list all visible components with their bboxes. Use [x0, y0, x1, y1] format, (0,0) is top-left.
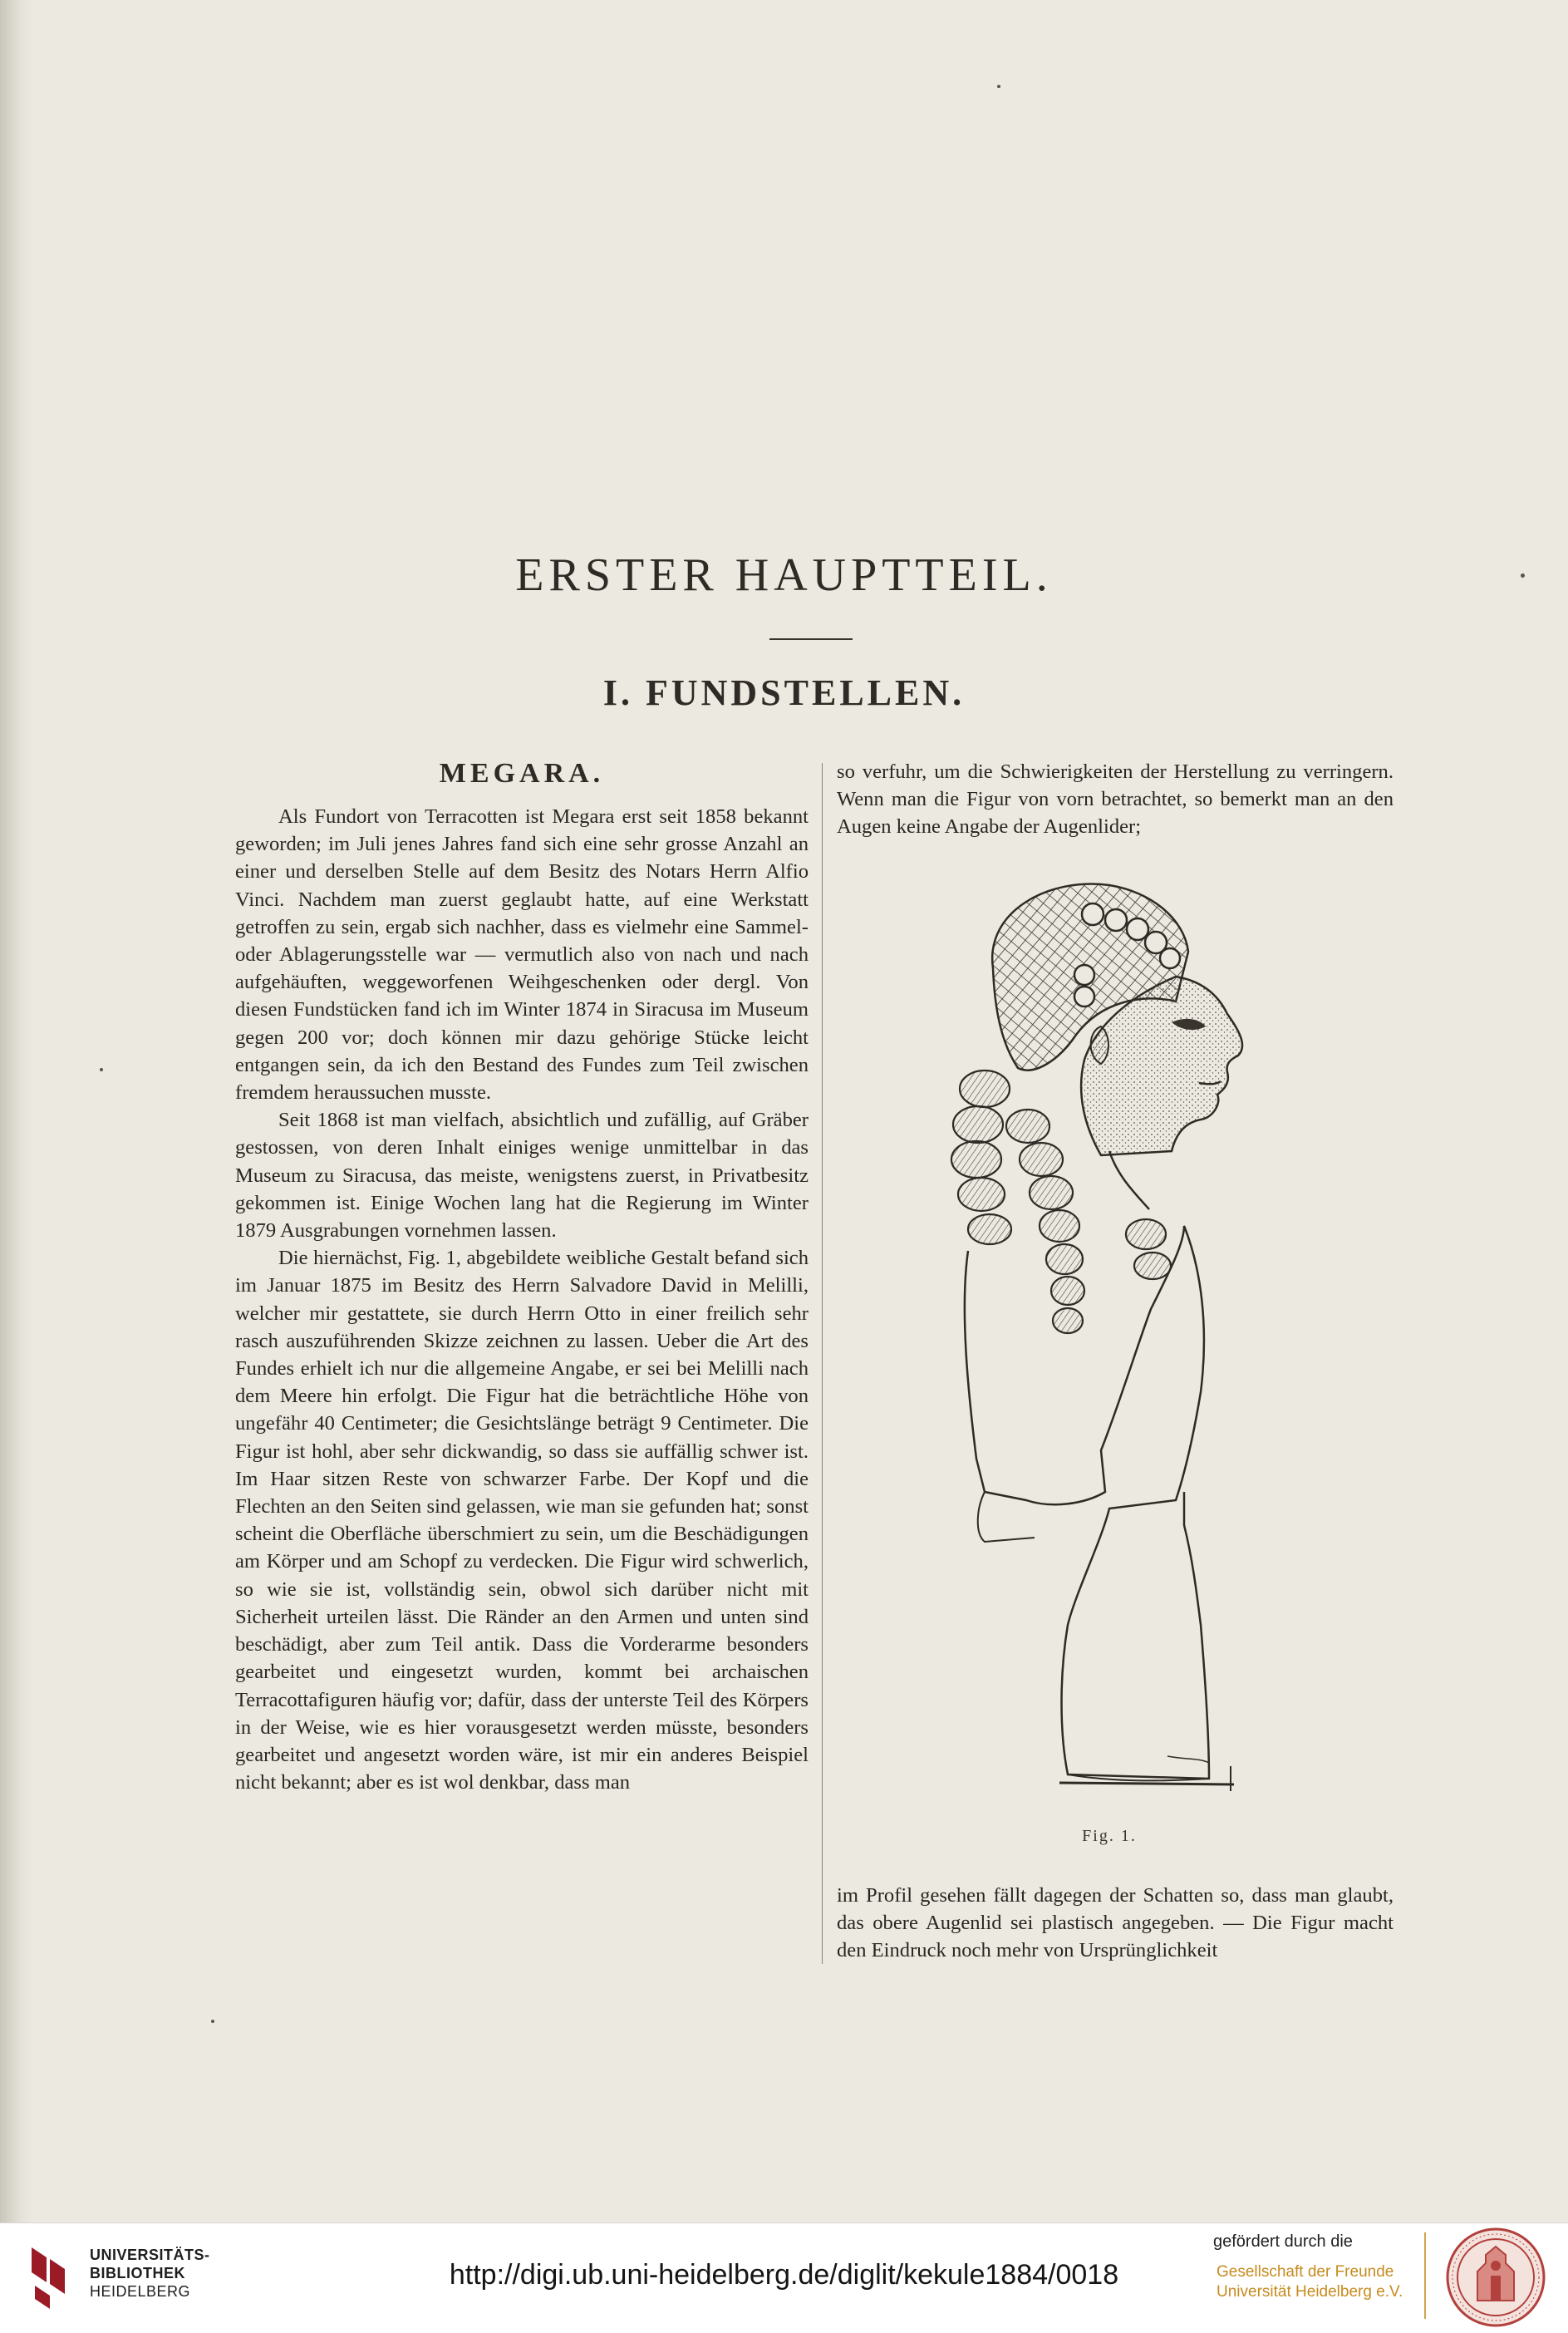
sponsor-name-line: Gesellschaft der Freunde: [1217, 2263, 1394, 2281]
page-title: ERSTER HAUPTTEIL.: [515, 549, 1053, 601]
library-name-line: UNIVERSITÄTS-: [90, 2247, 210, 2263]
sponsor-name-line: Universität Heidelberg e.V.: [1217, 2283, 1403, 2301]
library-name-line: HEIDELBERG: [90, 2283, 191, 2300]
right-column-bottom: [837, 1882, 1394, 1965]
chapter-title: I. FUNDSTELLEN.: [602, 672, 966, 713]
terracotta-figure-illustration: [935, 877, 1284, 1812]
title-divider: [769, 638, 853, 640]
column-divider: [822, 763, 823, 1964]
sponsor-lead-text: gefördert durch die: [1213, 2232, 1353, 2251]
left-column: [235, 758, 809, 1796]
body-paragraph: Als Fundort von Terracotten ist Megara erst seit 1858 bekannt geworden; im Juli jenes Jahres fand sich eine sehr grosse Anzahl an einer und derselben Stelle auf dem Besitz des Notars Herrn Alfio Vinci. Nachdem man zuerst geglaubt hatte, auf eine Werkstatt getroffen zu sein, ergab sich nachher, dass es vielmehr eine Sammel- oder Ablagerungsstelle war — vermutlich also von nach und nach aufgehäuften, weggeworfenen Weihgeschenken oder dergl. Von diesen Fundstücken fand ich im Winter 1874 in Siracusa im Museum gegen 200 vor; doch können mir dazu gehörige Stücke leicht entgangen sein, da ich den Bestand des Fundes zum Teil zwischen fremdem heraussuchen musste.: [235, 805, 809, 1105]
library-name-line: BIBLIOTHEK: [90, 2265, 185, 2281]
university-seal-icon[interactable]: [1444, 2226, 1547, 2329]
page-gutter-shadow: [0, 0, 33, 2222]
sponsor-name[interactable]: [1217, 2262, 1403, 2302]
body-paragraph: Seit 1868 ist man vielfach, absichtlich und zufällig, auf Gräber gestossen, von deren Inhalt einiges wenige unmittelbar in das Museum zu Siracusa, das meiste, wenigstens zuerst, in Privatbesitz gekommen ist. Einige Wochen lang hat die Regierung im Winter 1879 Ausgrabungen vornehmen lassen.: [235, 1109, 809, 1243]
body-paragraph: Die hiernächst, Fig. 1, abgebildete weibliche Gestalt befand sich im Januar 1875 im Besitz des Herrn Salvadore David in Melilli, welcher mir gestattete, sie durch Herrn Otto in einer freilich sehr rasch auszuführenden Skizze zeichnen zu lassen. Ueber die Art des Fundes erhielt ich nur die allgemeine Angabe, er sei bei Melilli nach dem Meere hin erfolgt. Die Figur hat die beträchtliche Höhe von ungefähr 40 Centimeter; die Gesichtslänge beträgt 9 Centimeter. Die Figur ist hohl, aber sehr dickwandig, so dass sie auffällig schwer ist. Im Haar sitzen Reste von schwarzer Farbe. Der Kopf und die Flechten an den Seiten sind gelassen, wie man sie gefunden hat; sonst scheint die Oberfläche überschmiert zu sein, um die Beschädigungen am Körper und am Schopf zu verdecken. Die Figur wird schwerlich, so wie sie ist, vollständig sein, obwol sich darüber nicht mit Sicherheit urteilen lässt. Die Ränder an den Armen und unten sind beschädigt, aber zum Teil antik. Dass die Vorderarme besonders gearbeitet und eingesetzt wurden, kommt bei archaischen Terracottafiguren häufig vor; dafür, dass der unterste Teil des Körpers in der Weise, wie es hier vorausgesetzt werden müsste, besonders gearbeitet und angesetzt worden wäre, ist mir ein anderes Beispiel nicht bekannt; aber es ist wol denkbar, dass man: [235, 1247, 809, 1794]
sponsor-divider: [1424, 2232, 1426, 2319]
figure-caption: Fig. 1.: [1082, 1827, 1137, 1845]
permalink-url[interactable]: http://digi.ub.uni-heidelberg.de/diglit/kekule1884/0018: [449, 2259, 1119, 2291]
scan-speck: [100, 1068, 103, 1071]
right-column-top: [837, 758, 1394, 841]
body-paragraph: im Profil gesehen fällt dagegen der Schatten so, dass man glaubt, das obere Augenlid sei plastisch angegeben. — Die Figur macht den Eindruck noch mehr von Ursprünglichkeit: [837, 1884, 1394, 1962]
section-heading: MEGARA.: [439, 758, 605, 789]
body-paragraph: so verfuhr, um die Schwierigkeiten der Herstellung zu verringern. Wenn man die Figur von vorn betrachtet, so bemerkt man an den Augen keine Angabe der Augenlider;: [837, 760, 1394, 839]
scan-speck: [997, 85, 1000, 88]
scan-speck: [211, 2020, 214, 2023]
